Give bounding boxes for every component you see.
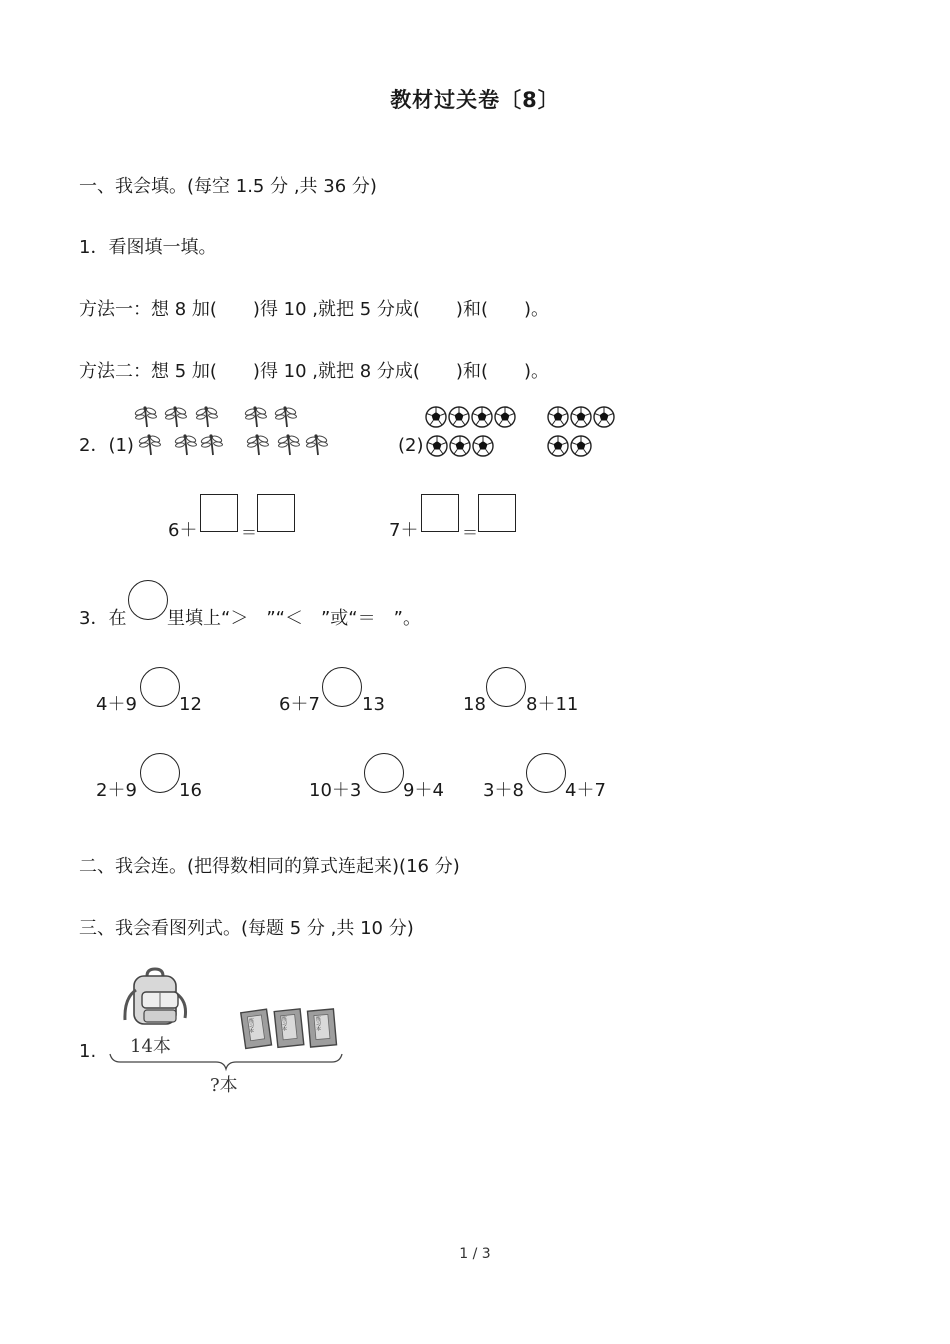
soccer-ball-icon [571,407,591,427]
page-number: 1 / 3 [459,1246,491,1262]
compare-right: 12 [179,694,202,715]
compare-circle[interactable] [486,667,526,707]
book-cover-label: 练习本 [281,1016,287,1031]
section-3-heading: 三、我会看图列式。(每题 5 分 ,共 10 分) [79,918,414,939]
soccer-ball-icon [450,436,470,456]
backpack-icon [120,968,192,1028]
compare-circle[interactable] [140,667,180,707]
compare-left: 2＋9 [96,780,137,801]
total-brace [108,1052,344,1072]
compare-left: 18 [463,694,486,715]
dragonfly-icon [164,406,186,427]
soccer-ball-icon [426,407,446,427]
soccer-ball-icon [594,407,614,427]
s3-q1-label: 1. [79,1041,97,1062]
compare-right: 4＋7 [565,780,606,801]
total-books-label: ?本 [210,1075,238,1096]
compare-left: 4＋9 [96,694,137,715]
q1-method-1: 方法一：想 8 加( )得 10 ,就把 5 分成( )和( )。 [79,299,549,320]
dragonfly-icon [195,406,217,427]
dragonfly-icon [134,406,156,427]
book-group [240,1006,340,1050]
soccer-ball-icon [449,407,469,427]
dragonfly-icon [244,406,266,427]
section-1-heading: 一、我会填。(每空 1.5 分 ,共 36 分) [79,176,377,197]
eq2-prefix: 7＋ [389,520,419,541]
book-cover-label: 练习本 [248,1018,254,1033]
q3-label-after: 里填上“＞ ”“＜ ”或“＝ ”。 [167,608,421,629]
eq1-equals: ＝ [241,523,258,542]
compare-circle[interactable] [364,753,404,793]
eq2-equals: ＝ [462,523,479,542]
dragonfly-icon [200,434,222,455]
q1-label: 1．看图填一填。 [79,237,217,258]
q1-method-2: 方法二：想 5 加( )得 10 ,就把 8 分成( )和( )。 [79,361,549,382]
compare-circle[interactable] [322,667,362,707]
compare-left: 6＋7 [279,694,320,715]
dragonfly-icon [305,434,327,455]
dragonfly-group [134,404,334,460]
soccer-ball-icon [472,407,492,427]
compare-right: 9＋4 [403,780,444,801]
soccer-ball-icon [427,436,447,456]
compare-right: 13 [362,694,385,715]
answer-box[interactable] [421,494,459,532]
q2-label-2: (2) [398,435,424,456]
page-title: 教材过关卷〔8〕 [390,88,560,112]
book-cover-label: 练习本 [315,1016,321,1031]
eq1-prefix: 6＋ [168,520,198,541]
books-count-label: 14本 [130,1036,171,1057]
answer-box[interactable] [257,494,295,532]
compare-circle[interactable] [140,753,180,793]
dragonfly-icon [246,434,268,455]
compare-circle[interactable] [526,753,566,793]
compare-right: 16 [179,780,202,801]
soccer-ball-icon [548,407,568,427]
compare-left: 3＋8 [483,780,524,801]
dragonfly-icon [138,434,160,455]
compare-left: 10＋3 [309,780,362,801]
soccer-ball-group [424,405,624,461]
answer-box[interactable] [200,494,238,532]
dragonfly-icon [174,434,196,455]
compare-right: 8＋11 [526,694,579,715]
section-2-heading: 二、我会连。(把得数相同的算式连起来)(16 分) [79,856,460,877]
q3-label-before: 3．在 [79,608,127,629]
example-circle [128,580,168,620]
dragonfly-icon [277,434,299,455]
soccer-ball-icon [571,436,591,456]
soccer-ball-icon [473,436,493,456]
soccer-ball-icon [548,436,568,456]
q2-label: 2．(1) [79,435,134,456]
soccer-ball-icon [495,407,515,427]
dragonfly-icon [274,406,296,427]
answer-box[interactable] [478,494,516,532]
